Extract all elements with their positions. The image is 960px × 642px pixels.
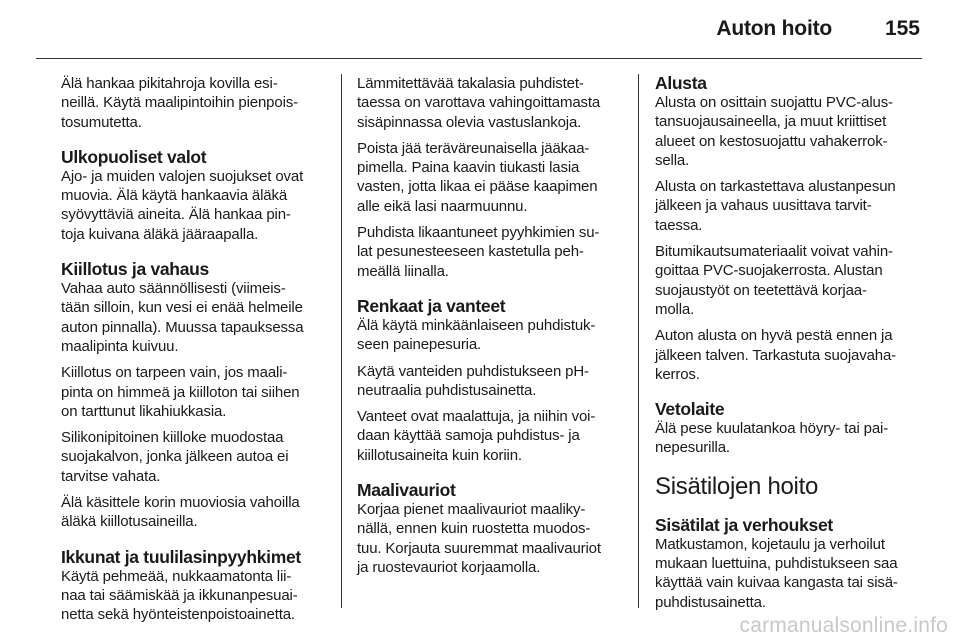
heading-towbar: Vetolaite — [655, 399, 725, 420]
header-divider — [36, 58, 922, 59]
paragraph: Älä pese kuulatankoa höyry- tai pai- nepesurilla. — [655, 420, 889, 457]
heading-underbody: Alusta — [655, 73, 707, 93]
paragraph: Lämmitettävää takalasia puhdistet- taessa on varottava vahingoittamasta sisäpinnassa olevia vastuslankoja. — [357, 75, 601, 131]
heading-interior-trim: Sisätilat ja verhoukset — [655, 514, 833, 535]
page-number: 155 — [884, 17, 920, 40]
paragraph: Alusta on osittain suojattu PVC-alus- tansuojausaineella, ja muut kriittiset alueet on kestosuojattu vahakerrok- sella. — [655, 94, 893, 169]
paragraph: Korjaa pienet maalivauriot maaliky- nällä, ennen kuin ruostetta muodos- tuu. Korjauta suuremmat maalivauriot ja ruostevauriot korjaamolla. — [357, 501, 601, 576]
paragraph: Silikonipitoinen kiilloke muodostaa suojakalvon, jonka jälkeen autoa ei tarvitse vahata. — [61, 429, 289, 485]
paragraph: Matkustamon, kojetaulu ja verhoilut mukaan luettuina, puhdistukseen saa käyttää vain kuivaa kangasta tai sisä- puhdistusainetta. — [655, 535, 898, 611]
paragraph: Puhdista likaantuneet pyyhkimien su- lat pesunesteeseen kastetulla peh- meällä liinalla. — [357, 224, 600, 280]
paragraph: Älä käytä minkäänlaiseen puhdistuk- seen painepesuria. — [357, 316, 596, 354]
column-middle — [357, 74, 627, 577]
paragraph: Älä hankaa pikitahroja kovilla esi- neillä. Käytä maalipintoihin pienpois- tosumutetta. — [61, 75, 298, 131]
paragraph: Poista jää teräväreunaisella jääkaa- pimella. Paina kaavin tiukasti lasia vasten, jotta likaa ei pääse kaapimen alle eikä lasi naarmuunnu. — [357, 139, 598, 215]
page-header — [0, 0, 960, 60]
paragraph: Älä käsittele korin muoviosia vahoilla äläkä kiillotusaineilla. — [61, 494, 300, 531]
paragraph: Kiillotus on tarpeen vain, jos maali- pinta on himmeä ja kiilloton tai siihen on tarttunut likahiukkasia. — [61, 364, 300, 420]
column-right — [655, 74, 927, 612]
paragraph: Käytä vanteiden puhdistukseen pH- neutraalia puhdistusainetta. — [357, 362, 589, 399]
heading-polishing-waxing: Kiillotus ja vahaus — [61, 259, 209, 280]
paragraph: Vanteet ovat maalattuja, ja niihin voi- daan käyttää samoja puhdistus- ja kiillotusaineita kuin koriin. — [357, 408, 596, 464]
paragraph: Alusta on tarkastettava alustanpesun jälkeen ja vahaus uusittava tarvit- taessa. — [655, 178, 896, 234]
heading-exterior-lights: Ulkopuoliset valot — [61, 146, 207, 167]
column-divider-left — [341, 74, 342, 608]
paragraph: Bitumikautsumateriaalit voivat vahin- goittaa PVC-suojakerrosta. Alustan suojaustyöt on teetettävä korjaa- molla. — [655, 243, 893, 318]
paragraph: Vahaa auto säännöllisesti (viimeis- tään silloin, kun vesi ei enää helmeile auton pinnalla). Muussa tapauksessa maalipinta kuivuu. — [61, 280, 304, 355]
paragraph: Auton alusta on hyvä pestä ennen ja jälkeen talven. Tarkastuta suojavaha- kerros. — [655, 327, 896, 383]
column-left — [61, 74, 331, 625]
paragraph: Käytä pehmeää, nukkaamatonta lii- naa tai säämiskää ja ikkunanpesuai- netta sekä hyönteistenpoistoainetta. — [61, 567, 298, 624]
paragraph: Ajo- ja muiden valojen suojukset ovat muovia. Älä käytä hankaavia äläkä syövyttäviä aineita. Älä hankaa pin- toja kuivana äläkä jääraapalla. — [61, 167, 304, 243]
section-title: Auton hoito — [716, 17, 832, 40]
heading-interior-care: Sisätilojen hoito — [655, 472, 819, 500]
watermark: carmanualsonline.info — [739, 614, 948, 637]
heading-paint-damage: Maalivauriot — [357, 480, 456, 501]
heading-windows-wipers: Ikkunat ja tuulilasinpyyhkimet — [61, 546, 301, 567]
heading-tires-rims: Renkaat ja vanteet — [357, 295, 506, 316]
column-divider-right — [638, 74, 639, 608]
